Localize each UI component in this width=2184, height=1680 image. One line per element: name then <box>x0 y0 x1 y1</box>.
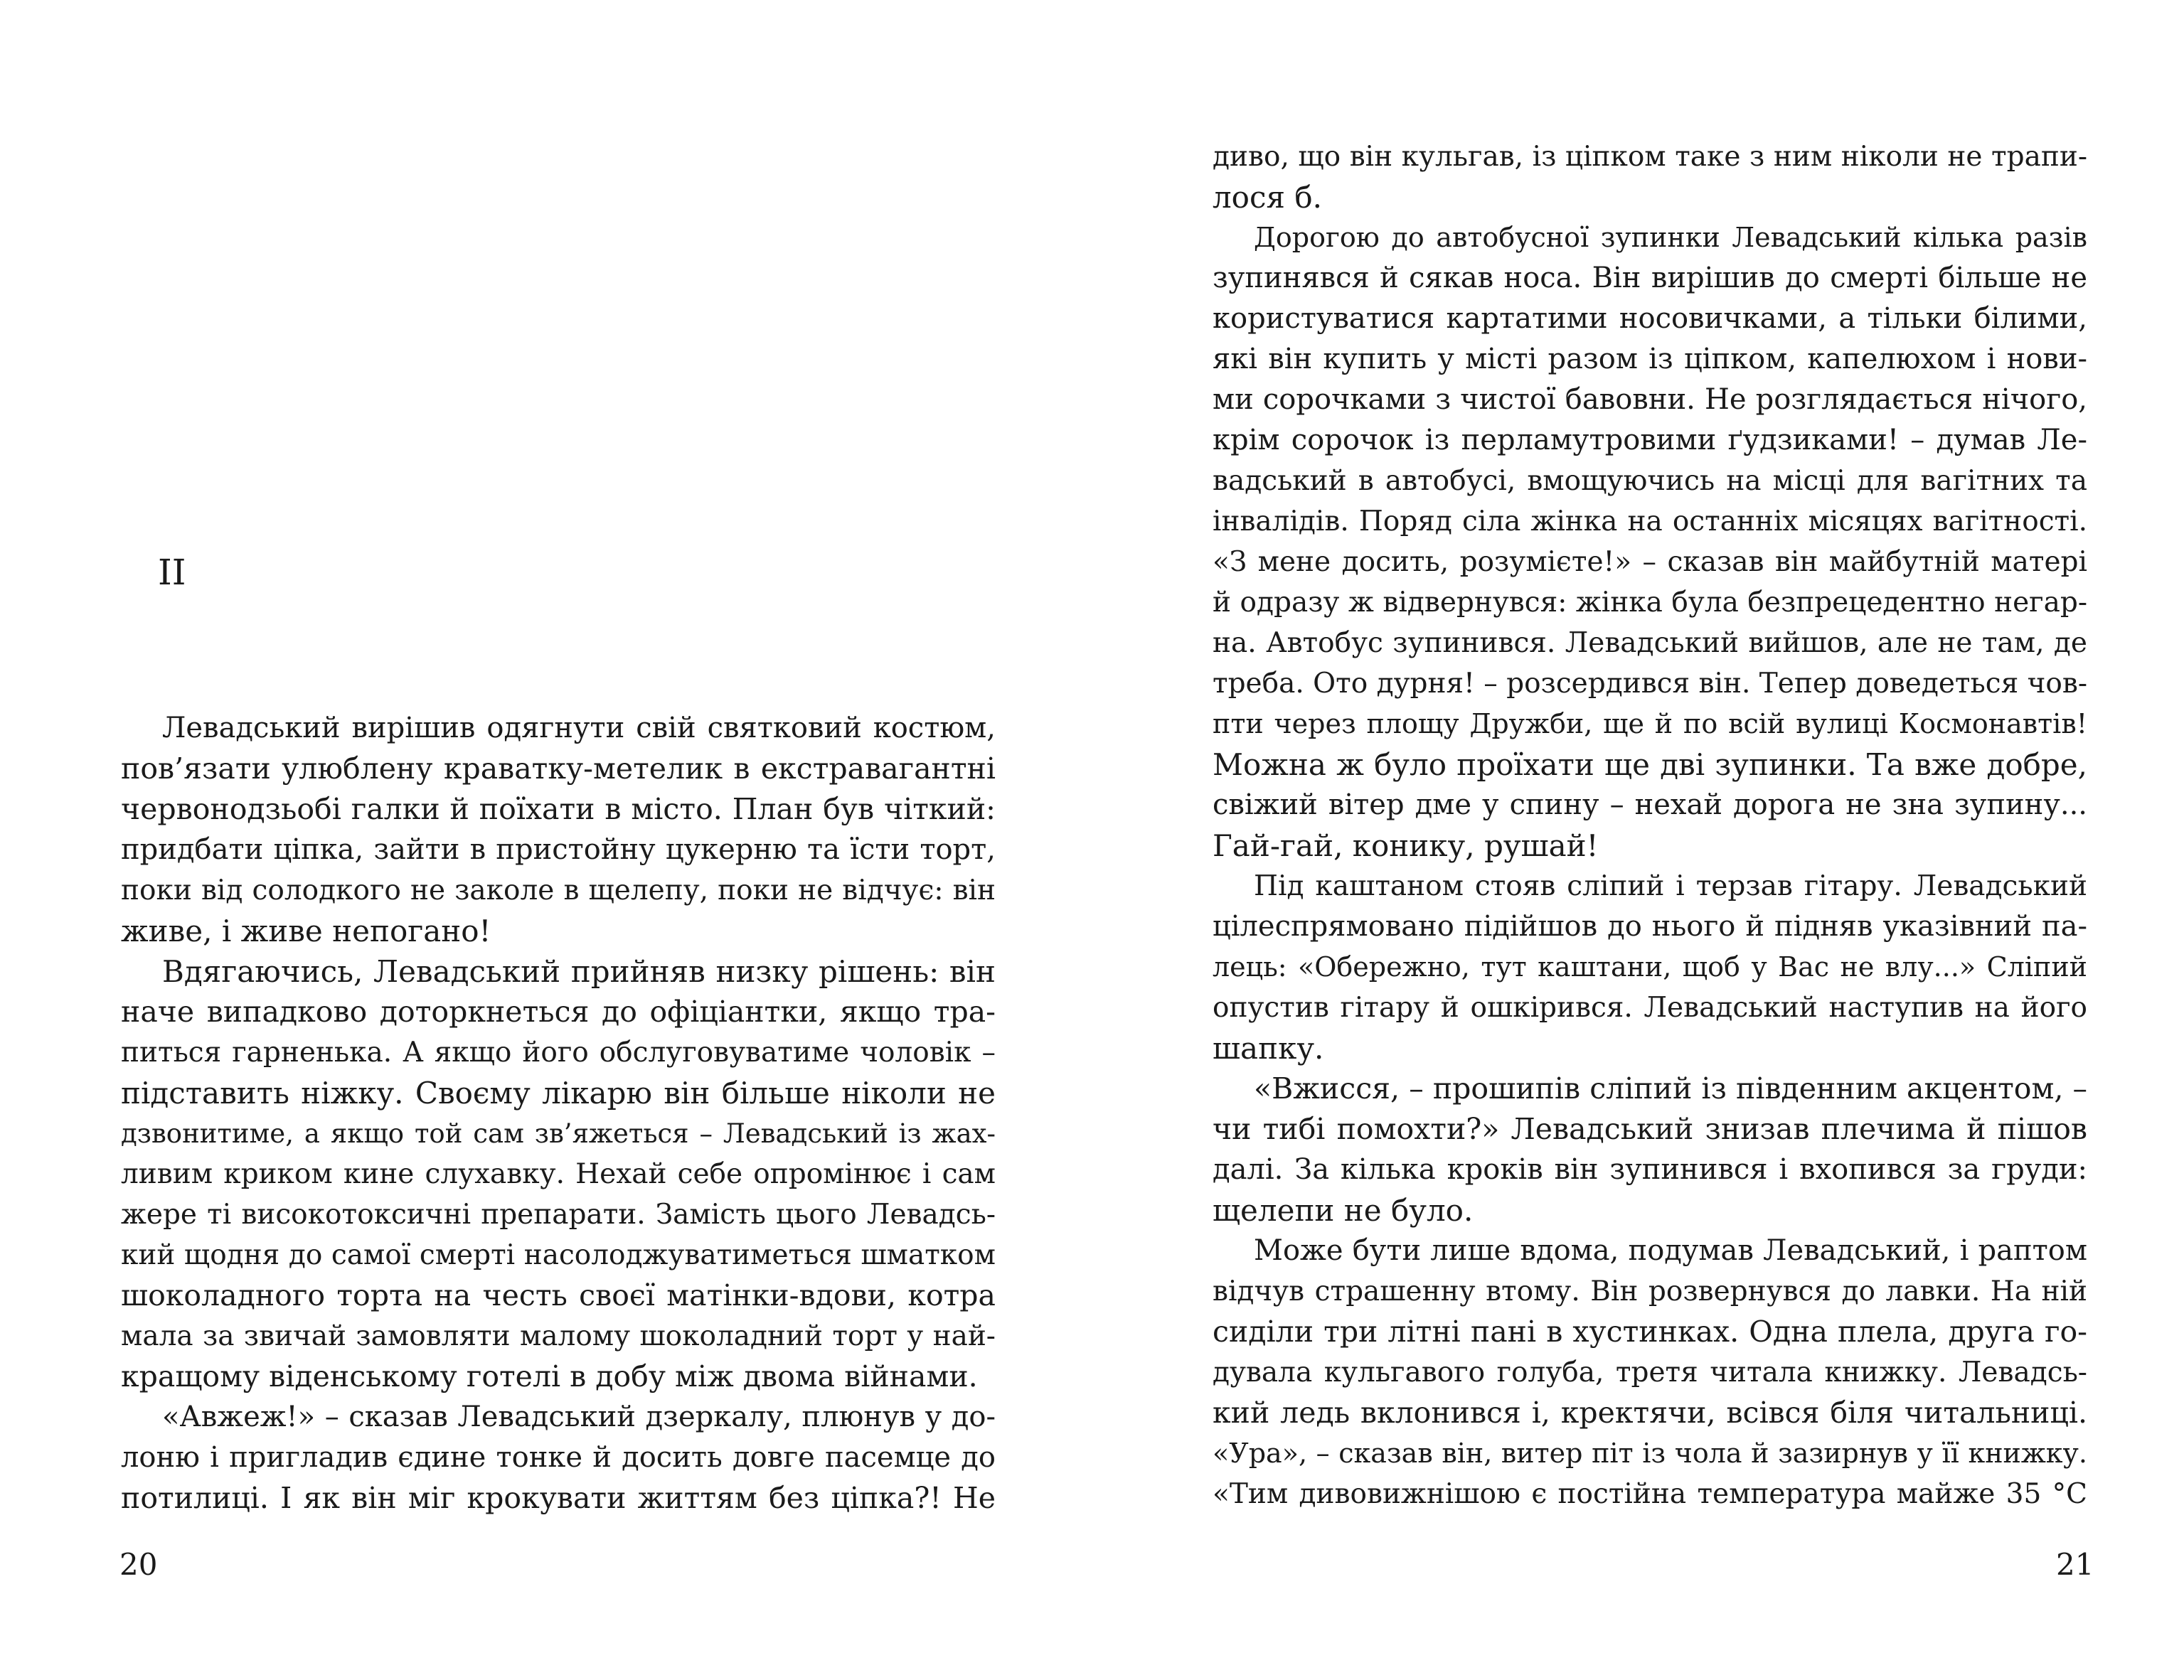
text-line: потилиці. І як він міг крокувати життям без ціпка?! Не <box>121 1481 996 1515</box>
text-line: кий щодня до самої смерті насолоджуватиметься шматком <box>121 1239 996 1271</box>
text-line: дувала кульгавого голуба, третя читала книжку. Левадсь- <box>1213 1357 2087 1389</box>
text-line: «Авжеж!» – сказав Левадський дзеркалу, плюнув у до- <box>162 1401 996 1433</box>
text-line: «Ура», – сказав він, витер піт із чола й зазирнув у її книжку. <box>1213 1438 2087 1469</box>
text-line: підставить ніжку. Своєму лікарю він більше ніколи не <box>121 1076 996 1111</box>
text-line: наче випадково доторкнеться до офіціантки, якщо тра- <box>121 995 996 1029</box>
text-line: «Вжисся, – прошипів сліпий із південним акцентом, – <box>1254 1071 2087 1106</box>
text-line: поки від солодкого не заколе в щелепу, поки не відчує: він <box>121 874 996 906</box>
text-line: лець: «Обережно, тут каштани, щоб у Вас не влу...» Сліпий <box>1213 951 2087 983</box>
text-line: лоню і пригладив єдине тонке й досить довге пасемце до <box>121 1441 996 1474</box>
paragraph <box>121 1397 996 1519</box>
text-line: відчув страшенну втому. Він розвернувся до лавки. На ній <box>1213 1275 2087 1307</box>
text-line: цілеспрямовано підійшов до нього й підняв указівний па- <box>1213 910 2087 943</box>
paragraph <box>1213 866 2087 1069</box>
text-line: Вдягаючись, Левадський прийняв низку рішень: він <box>162 954 996 989</box>
text-line: кращому віденському готелі в добу між двома війнами. <box>121 1359 978 1393</box>
text-line: й одразу ж відвернувся: жінка була безпрецедентно негар- <box>1213 587 2087 619</box>
text-line: щелепи не було. <box>1213 1193 1474 1228</box>
text-line: чи тибі помохти?» Левадський знизав плечима й пішов <box>1213 1112 2087 1146</box>
text-line: ми сорочками з чистої бавовни. Не розглядається нічого, <box>1213 383 2087 416</box>
text-line: червонодзьобі галки й поїхати в місто. План був чіткий: <box>121 792 996 826</box>
text-line: Гай-гай, конику, рушай! <box>1213 828 1599 863</box>
text-line: шапку. <box>1213 1031 1324 1066</box>
text-line: Під каштаном стояв сліпий і терзав гітару. Левадський <box>1254 870 2087 902</box>
text-line: користуватися картатими носовичками, а тільки білими, <box>1213 302 2087 335</box>
text-line: Левадський вирішив одягнути свій святковий костюм, <box>162 712 996 744</box>
text-line: диво, що він кульгав, із ціпком таке з ним ніколи не трапи- <box>1213 141 2087 173</box>
chapter-number: II <box>158 552 186 593</box>
text-line: жере ті високотоксичні препарати. Замість цього Левадсь- <box>121 1199 996 1231</box>
text-line: пов’язати улюблену краватку-метелик в екстравагантні <box>121 751 996 786</box>
text-line: свіжий вітер дме у спину – нехай дорога не зна зупину... <box>1213 788 2087 821</box>
text-line: ливим криком кине слухавку. Нехай себе опромінює і сам <box>121 1158 996 1190</box>
text-line: лося б. <box>1213 180 1322 215</box>
text-line: Можна ж було проїхати ще дві зупинки. Та вже добре, <box>1213 747 2087 782</box>
page-number-right: 21 <box>2056 1547 2094 1582</box>
paragraph <box>1213 218 2087 866</box>
paragraph <box>121 708 996 951</box>
paragraph <box>121 951 996 1397</box>
text-line: мала за звичай замовляти малому шоколадний торт у най- <box>121 1320 996 1352</box>
text-line: кий ледь вклонився і, кректячи, всівся біля читальниці. <box>1213 1396 2087 1430</box>
text-line: які він купить у місті разом із ціпком, капелюхом і нови- <box>1213 343 2087 375</box>
paragraph <box>1213 1231 2087 1514</box>
text-line: пти через площу Дружби, ще й по всій вулиці Космонавтів! <box>1213 708 2087 739</box>
text-line: сиділи три літні пані в хустинках. Одна плела, друга го- <box>1213 1315 2087 1349</box>
text-line: дзвонитиме, а якщо той сам зв’яжеться – Левадський із жах- <box>121 1118 996 1149</box>
text-line: опустив гітару й ошкірився. Левадський наступив на його <box>1213 992 2087 1024</box>
text-line: придбати ціпка, зайти в пристойну цукерню та їсти торт, <box>121 833 996 866</box>
right-page <box>1092 0 2184 1680</box>
page-number-left: 20 <box>119 1547 158 1582</box>
text-line: треба. Ото дурня! – розсердився він. Тепер доведеться чов- <box>1213 668 2087 700</box>
text-line: Дорогою до автобусної зупинки Левадський кілька разів <box>1254 222 2087 253</box>
text-line: крім сорочок із перламутровими ґудзиками! – думав Ле- <box>1213 424 2087 456</box>
paragraph <box>1213 137 2087 218</box>
text-line: питься гарненька. А якщо його обслуговуватиме чоловік – <box>121 1037 996 1069</box>
text-line: Може бути лише вдома, подумав Левадський, і раптом <box>1254 1234 2087 1267</box>
paragraph <box>1213 1069 2087 1231</box>
text-line: «З мене досить, розумієте!» – сказав він майбутній матері <box>1213 546 2087 578</box>
right-page-text <box>1213 137 2087 1514</box>
text-line: інвалідів. Поряд сіла жінка на останніх місяцях вагітності. <box>1213 505 2087 537</box>
left-page-text <box>121 708 996 1519</box>
text-line: зупинявся й сякав носа. Він вирішив до смерті більше не <box>1213 262 2087 294</box>
text-line: далі. За кілька кроків він зупинився і вхопився за груди: <box>1213 1153 2087 1186</box>
text-line: живе, і живе непогано! <box>121 914 491 948</box>
text-line: «Тим дивовижнішою є постійна температура майже 35 °С <box>1213 1478 2087 1510</box>
text-line: на. Автобус зупинився. Левадський вийшов, але не там, де <box>1213 627 2087 659</box>
text-line: вадський в автобусі, вмощуючись на місці для вагітних та <box>1213 465 2087 497</box>
text-line: шоколадного торта на честь своєї матінки-вдови, котра <box>121 1278 996 1312</box>
